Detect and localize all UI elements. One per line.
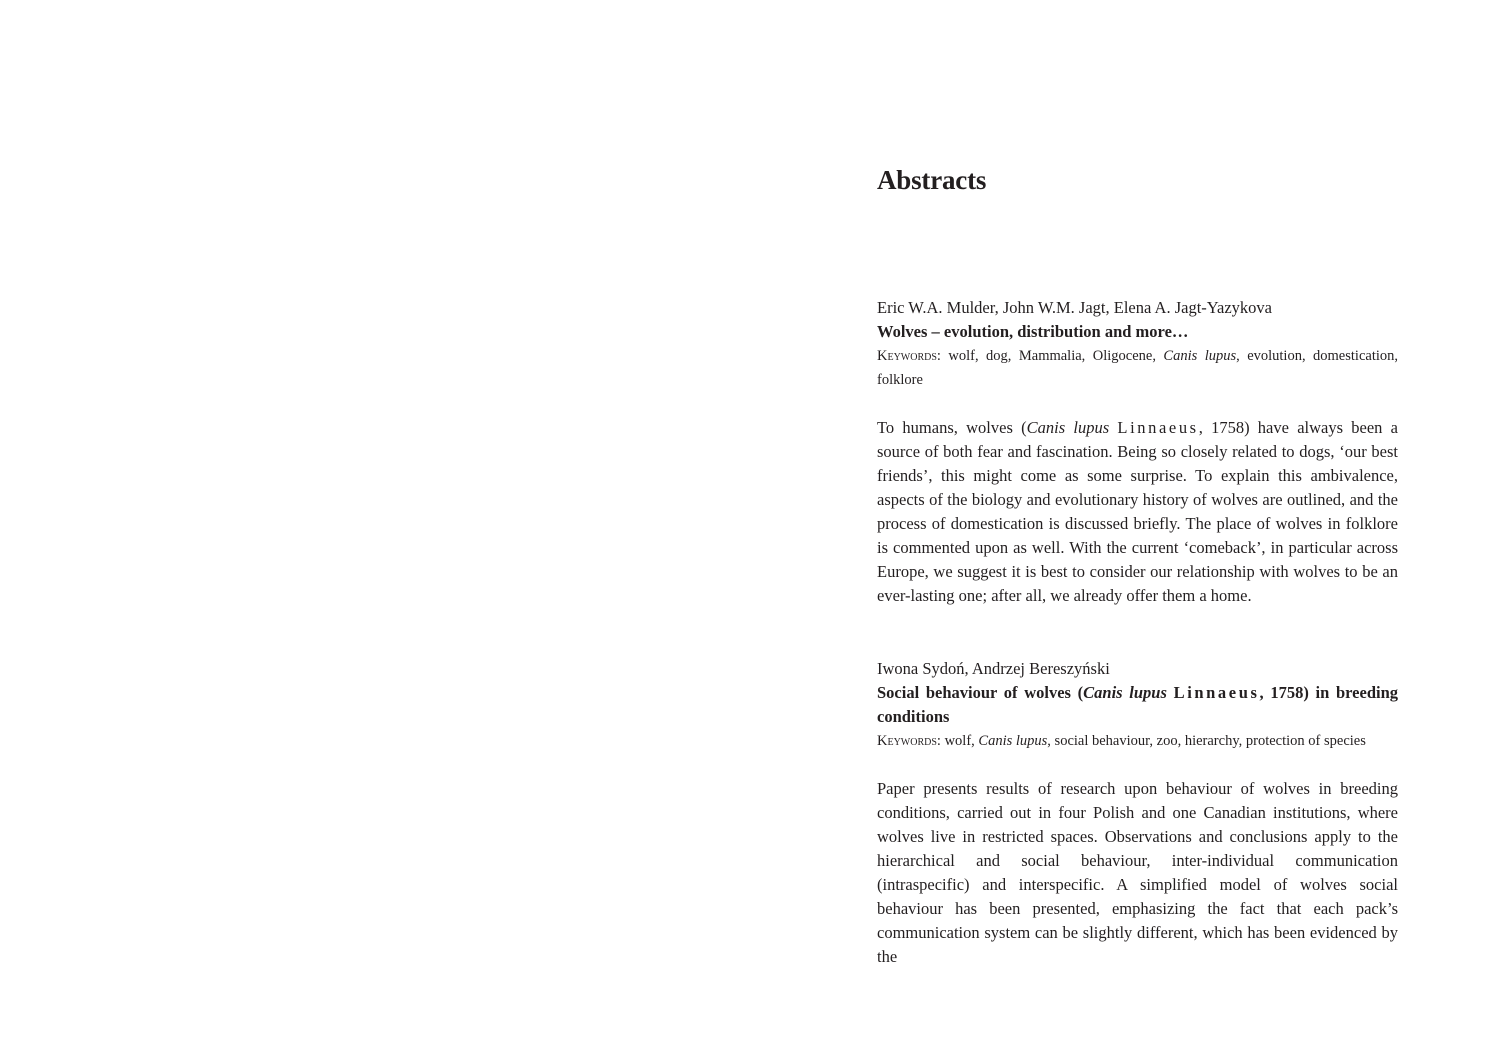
abstract-title xyxy=(877,681,1398,729)
abstract-body xyxy=(877,416,1398,608)
title-rest: , 1758) in breeding conditions xyxy=(877,683,1399,726)
keywords-species: Canis lupus xyxy=(978,733,1048,749)
abstracts-column xyxy=(877,160,1399,966)
abstract-keywords xyxy=(877,344,1398,392)
body-author-name: Linnaeus xyxy=(1117,418,1199,437)
keywords-species: Canis lupus xyxy=(1163,348,1237,364)
abstract-keywords xyxy=(877,729,1398,753)
body-lead: To humans, wolves ( xyxy=(877,418,1027,437)
keywords-label: Keywords xyxy=(877,733,937,749)
abstract-body: Paper presents results of research upon behaviour of wolves in breeding conditions, carried out in four Polish and one Canadian institutions, where wolves live in restricted spaces. Observations and conclusions apply to the hierarchical and social behaviour, inter-individual communication (intraspecific) and interspecific. A simplified model of wolves social behaviour has been presented, emphasizing the fact that each pack’s communication system can be slightly different, which has been evidenced by the xyxy=(877,779,1398,966)
abstract-authors: Eric W.A. Mulder, John W.M. Jagt, Elena A. Jagt-Yazykova xyxy=(877,298,1273,317)
body-rest: , 1758) have always been a source of both fear and fascination. Being so closely related to dogs, ‘our best friends’, this might come as some surprise. To explain this ambivalence, aspects of the biology and evolutionary history of wolves are outlined, and the process of domestication is discussed briefly. The place of wolves in folklore is commented upon as well. With the current ‘comeback’, in particular across Europe, we suggest it is best to consider our relationship with wolves to be an ever-lasting one; after all, we already offer them a home. xyxy=(877,418,1398,605)
keywords-label: Keywords xyxy=(877,348,937,364)
keywords-text: , social behaviour, zoo, hierarchy, protection of species xyxy=(1047,733,1366,749)
abstract-entry xyxy=(877,657,1398,969)
keywords-text: : wolf, xyxy=(936,733,979,749)
title-lead: Social behaviour of wolves ( xyxy=(877,683,1084,702)
title-species: Canis lupus xyxy=(1083,683,1167,702)
keywords-text: : wolf, dog, Mammalia, Oligocene, xyxy=(936,348,1164,364)
body-species: Canis lupus xyxy=(1026,418,1110,437)
abstract-authors: Iwona Sydoń, Andrzej Bereszyński xyxy=(877,659,1110,678)
abstract-entry xyxy=(877,296,1398,608)
title-author-name: Linnaeus xyxy=(1173,683,1260,702)
section-title: Abstracts xyxy=(877,165,987,195)
abstract-title: Wolves – evolution, distribution and more… xyxy=(877,322,1189,341)
keywords-text: , evolution, domestication, folklore xyxy=(877,348,1399,388)
